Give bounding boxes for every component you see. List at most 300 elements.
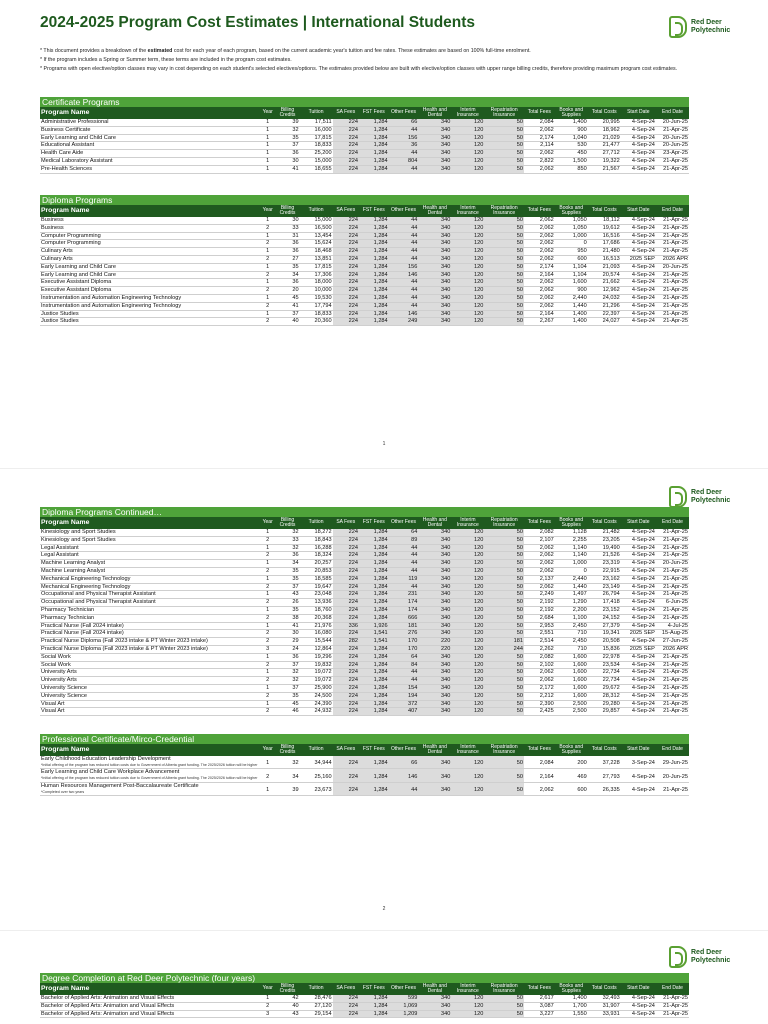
table-cell: 4-Sep-24 bbox=[621, 529, 656, 536]
table-row bbox=[40, 310, 689, 318]
table-cell: 41 bbox=[275, 165, 299, 173]
table-cell: 220 bbox=[418, 638, 451, 646]
table-cell: 340 bbox=[418, 583, 451, 591]
table-row bbox=[40, 287, 689, 295]
table-cell: 1,050 bbox=[555, 224, 588, 232]
table-cell: Occupational and Physical Therapist Assistant bbox=[40, 591, 260, 599]
table-cell: Computer Programming bbox=[40, 240, 260, 248]
table-cell: 20,257 bbox=[300, 560, 333, 568]
table-cell: 276 bbox=[389, 630, 419, 638]
table-cell: 120 bbox=[451, 248, 484, 256]
table-cell: 32 bbox=[275, 756, 299, 769]
table-cell: 224 bbox=[333, 318, 359, 326]
table-cell: 340 bbox=[418, 217, 451, 224]
table-cell: 600 bbox=[555, 782, 588, 795]
table-cell: 1 bbox=[260, 165, 275, 173]
table-cell: 1 bbox=[260, 150, 275, 158]
table-cell: 21-Apr-25 bbox=[656, 614, 689, 622]
table-cell: Visual Art bbox=[40, 700, 260, 708]
table-cell: 21,093 bbox=[588, 263, 621, 271]
column-header: SA Fees bbox=[333, 517, 359, 529]
table-cell: 32 bbox=[275, 544, 299, 552]
table-cell: 50 bbox=[484, 684, 524, 692]
table-cell: 950 bbox=[555, 248, 588, 256]
table-cell: 28,476 bbox=[300, 995, 333, 1002]
table-cell: 4-Sep-24 bbox=[621, 287, 656, 295]
table-cell: 23-Apr-25 bbox=[656, 150, 689, 158]
table-cell: 1,284 bbox=[359, 126, 389, 134]
table-cell: 120 bbox=[451, 575, 484, 583]
table-cell: 16,288 bbox=[300, 544, 333, 552]
table-cell: 170 bbox=[389, 645, 419, 653]
table-cell: 120 bbox=[451, 240, 484, 248]
table-header-row bbox=[40, 205, 689, 217]
table-cell: 4-Sep-24 bbox=[621, 575, 656, 583]
table-cell: 20,508 bbox=[588, 638, 621, 646]
table-cell: 340 bbox=[418, 119, 451, 126]
table-cell: 1,000 bbox=[555, 560, 588, 568]
table-cell: 2,425 bbox=[524, 708, 555, 716]
table-cell: 35 bbox=[275, 567, 299, 575]
cost-table bbox=[40, 744, 689, 796]
table-cell: 42 bbox=[275, 995, 299, 1002]
table-cell: University Science bbox=[40, 684, 260, 692]
table-cell: 120 bbox=[451, 599, 484, 607]
table-cell: 1 bbox=[260, 263, 275, 271]
table-cell: 19,530 bbox=[300, 294, 333, 302]
table-cell: 450 bbox=[555, 150, 588, 158]
table-cell: 4-Sep-24 bbox=[621, 661, 656, 669]
table-cell: 2,062 bbox=[524, 287, 555, 295]
table-cell: 340 bbox=[418, 1010, 451, 1018]
table-cell: 6-Jun-25 bbox=[656, 599, 689, 607]
table-cell: 1 bbox=[260, 606, 275, 614]
table-row bbox=[40, 583, 689, 591]
table-cell: 34 bbox=[275, 769, 299, 782]
column-header: SA Fees bbox=[333, 744, 359, 756]
table-row bbox=[40, 692, 689, 700]
table-cell: 24,152 bbox=[588, 614, 621, 622]
table-cell: 37 bbox=[275, 142, 299, 150]
table-cell: 89 bbox=[389, 536, 419, 544]
table-cell: 44 bbox=[389, 287, 419, 295]
table-cell: 2 bbox=[260, 614, 275, 622]
table-cell: 50 bbox=[484, 240, 524, 248]
table-cell: 340 bbox=[418, 294, 451, 302]
table-cell: 2,107 bbox=[524, 536, 555, 544]
table-cell: 120 bbox=[451, 150, 484, 158]
table-row bbox=[40, 645, 689, 653]
table-cell: 2,174 bbox=[524, 134, 555, 142]
table-cell: 2,822 bbox=[524, 157, 555, 165]
table-cell: 2,062 bbox=[524, 669, 555, 677]
table-cell: 340 bbox=[418, 622, 451, 630]
table-cell: 13,936 bbox=[300, 599, 333, 607]
column-header: Total Costs bbox=[588, 744, 621, 756]
table-cell: 20,574 bbox=[588, 271, 621, 279]
table-row bbox=[40, 150, 689, 158]
table-cell: 50 bbox=[484, 536, 524, 544]
table-cell: 224 bbox=[333, 756, 359, 769]
table-cell: 45 bbox=[275, 700, 299, 708]
table-cell: 340 bbox=[418, 150, 451, 158]
table-row bbox=[40, 544, 689, 552]
table-cell: 4-Sep-24 bbox=[621, 294, 656, 302]
page-separator bbox=[0, 468, 768, 469]
table-cell: 17,686 bbox=[588, 240, 621, 248]
table-cell: 2,164 bbox=[524, 310, 555, 318]
table-cell: 17,794 bbox=[300, 302, 333, 310]
table-cell: 1,284 bbox=[359, 560, 389, 568]
table-cell: 33 bbox=[275, 536, 299, 544]
table-cell: 2,192 bbox=[524, 599, 555, 607]
table-cell: 44 bbox=[389, 669, 419, 677]
table-cell: 120 bbox=[451, 134, 484, 142]
column-header: Other Fees bbox=[389, 744, 419, 756]
table-cell: 18,655 bbox=[300, 165, 333, 173]
table-cell: 224 bbox=[333, 302, 359, 310]
column-header: Books and Supplies bbox=[555, 107, 588, 119]
table-cell: 15,000 bbox=[300, 217, 333, 224]
table-cell: 24 bbox=[275, 645, 299, 653]
table-cell: 224 bbox=[333, 782, 359, 795]
table-cell: 21-Apr-25 bbox=[656, 591, 689, 599]
table-cell: 2,062 bbox=[524, 232, 555, 240]
table-cell: Mechanical Engineering Technology bbox=[40, 583, 260, 591]
table-cell: 4-Sep-24 bbox=[621, 782, 656, 795]
table-cell: 20,368 bbox=[300, 614, 333, 622]
table-cell: 1,284 bbox=[359, 1010, 389, 1018]
table-cell: 340 bbox=[418, 692, 451, 700]
table-cell: 29,672 bbox=[588, 684, 621, 692]
table-cell: 22,978 bbox=[588, 653, 621, 661]
table-cell: 50 bbox=[484, 769, 524, 782]
table-cell: 50 bbox=[484, 692, 524, 700]
document-title: 2024-2025 Program Cost Estimates | International Students bbox=[40, 14, 476, 31]
table-cell: 4-Sep-24 bbox=[621, 622, 656, 630]
table-cell: 2,212 bbox=[524, 692, 555, 700]
table-cell: 44 bbox=[389, 150, 419, 158]
table-cell: 50 bbox=[484, 622, 524, 630]
table-cell: 340 bbox=[418, 599, 451, 607]
table-cell: 2,062 bbox=[524, 294, 555, 302]
table-cell: 2 bbox=[260, 599, 275, 607]
table-cell: 224 bbox=[333, 700, 359, 708]
table-cell: 120 bbox=[451, 684, 484, 692]
table-cell: 340 bbox=[418, 536, 451, 544]
table-cell: 340 bbox=[418, 708, 451, 716]
table-cell: 21-Apr-25 bbox=[656, 248, 689, 256]
table-cell: 1,541 bbox=[359, 638, 389, 646]
column-header: Program Name bbox=[40, 517, 260, 529]
table-cell: 4-Sep-24 bbox=[621, 240, 656, 248]
table-cell: 50 bbox=[484, 544, 524, 552]
table-cell: 1,284 bbox=[359, 1002, 389, 1010]
table-cell: 1 bbox=[260, 544, 275, 552]
column-header: Tuition bbox=[300, 983, 333, 995]
table-cell: 21,482 bbox=[588, 529, 621, 536]
table-cell: 4-Sep-24 bbox=[621, 271, 656, 279]
table-cell: 50 bbox=[484, 567, 524, 575]
table-cell: 32,493 bbox=[588, 995, 621, 1002]
column-header: Program Name bbox=[40, 744, 260, 756]
column-header: Health and Dental bbox=[418, 205, 451, 217]
table-cell: Executive Assistant Diploma bbox=[40, 287, 260, 295]
table-cell: 2,062 bbox=[524, 248, 555, 256]
table-cell: Bachelor of Applied Arts: Animation and Visual Effects bbox=[40, 1002, 260, 1010]
column-header: Billing Credits bbox=[275, 205, 299, 217]
table-cell: 2,249 bbox=[524, 591, 555, 599]
column-header: End Date bbox=[656, 107, 689, 119]
column-header: FST Fees bbox=[359, 205, 389, 217]
table-cell: Business bbox=[40, 217, 260, 224]
table-cell: 2,062 bbox=[524, 677, 555, 685]
table-cell: 2,267 bbox=[524, 318, 555, 326]
table-cell: 35 bbox=[275, 263, 299, 271]
table-cell: 2025 SEP bbox=[621, 630, 656, 638]
column-header: Program Name bbox=[40, 983, 260, 995]
program-note: *Completed over two years bbox=[41, 789, 85, 794]
table-cell: 4-Sep-24 bbox=[621, 552, 656, 560]
table-row bbox=[40, 157, 689, 165]
table-cell: 224 bbox=[333, 684, 359, 692]
table-cell: 50 bbox=[484, 302, 524, 310]
table-cell: 1,284 bbox=[359, 782, 389, 795]
section-title: Diploma Programs Continued… bbox=[40, 507, 689, 517]
table-cell: 224 bbox=[333, 279, 359, 287]
table-cell: 120 bbox=[451, 700, 484, 708]
table-cell: 224 bbox=[333, 677, 359, 685]
table-cell: 2,440 bbox=[555, 575, 588, 583]
column-header: Billing Credits bbox=[275, 744, 299, 756]
table-cell: 2 bbox=[260, 661, 275, 669]
table-cell: 120 bbox=[451, 310, 484, 318]
table-cell: 15,836 bbox=[588, 645, 621, 653]
table-row bbox=[40, 591, 689, 599]
table-cell: 4-Sep-24 bbox=[621, 1002, 656, 1010]
table-cell: 1,400 bbox=[555, 995, 588, 1002]
table-cell: 2,084 bbox=[524, 756, 555, 769]
column-header: Repatriation Insurance bbox=[484, 744, 524, 756]
table-cell: 224 bbox=[333, 552, 359, 560]
table-cell: 1,284 bbox=[359, 248, 389, 256]
table-cell: 224 bbox=[333, 255, 359, 263]
table-cell: 194 bbox=[389, 692, 419, 700]
table-cell: 21-Apr-25 bbox=[656, 567, 689, 575]
table-cell: 249 bbox=[389, 318, 419, 326]
table-cell: 2,082 bbox=[524, 529, 555, 536]
table-cell: 40 bbox=[275, 318, 299, 326]
table-row bbox=[40, 1002, 689, 1010]
column-header: Billing Credits bbox=[275, 107, 299, 119]
table-cell: 224 bbox=[333, 560, 359, 568]
table-cell: 340 bbox=[418, 769, 451, 782]
column-header: Other Fees bbox=[389, 517, 419, 529]
table-cell: Occupational and Physical Therapist Assistant bbox=[40, 599, 260, 607]
table-cell: 2,514 bbox=[524, 638, 555, 646]
table-cell: 30 bbox=[275, 157, 299, 165]
table-cell: 224 bbox=[333, 263, 359, 271]
table-cell: 181 bbox=[484, 638, 524, 646]
table-cell: 120 bbox=[451, 294, 484, 302]
table-cell: 1 bbox=[260, 684, 275, 692]
table-cell: 224 bbox=[333, 232, 359, 240]
table-cell: 1,284 bbox=[359, 708, 389, 716]
table-cell: 340 bbox=[418, 567, 451, 575]
table-cell: Business Certificate bbox=[40, 126, 260, 134]
cost-table bbox=[40, 983, 689, 1018]
table-cell: 4-Sep-24 bbox=[621, 653, 656, 661]
table-cell: 120 bbox=[451, 302, 484, 310]
table-cell: 21-Apr-25 bbox=[656, 302, 689, 310]
table-cell: 340 bbox=[418, 552, 451, 560]
table-cell: Machine Learning Analyst bbox=[40, 567, 260, 575]
table-cell: 21-Apr-25 bbox=[656, 692, 689, 700]
program-note: *Initial offering of the program has reduced tuition costs due to Government of Alberta grant funding. The 2025/2026 tuition will be higher bbox=[41, 763, 258, 767]
table-cell: 21,567 bbox=[588, 165, 621, 173]
table-cell: 21-Apr-25 bbox=[656, 279, 689, 287]
table-cell: 21-Apr-25 bbox=[656, 1002, 689, 1010]
table-cell: 900 bbox=[555, 126, 588, 134]
column-header: Tuition bbox=[300, 744, 333, 756]
table-cell: 224 bbox=[333, 669, 359, 677]
column-header: Program Name bbox=[40, 107, 260, 119]
table-cell: 4-Sep-24 bbox=[621, 677, 656, 685]
table-header-row bbox=[40, 983, 689, 995]
column-header: Repatriation Insurance bbox=[484, 107, 524, 119]
table-row bbox=[40, 661, 689, 669]
table-cell: 3-Sep-24 bbox=[621, 756, 656, 769]
column-header: Interim Insurance bbox=[451, 517, 484, 529]
table-cell: 38 bbox=[275, 614, 299, 622]
table-cell: 2025 SEP bbox=[621, 255, 656, 263]
table-row bbox=[40, 669, 689, 677]
table-cell: 21-Apr-25 bbox=[656, 529, 689, 536]
table-cell: 2 bbox=[260, 240, 275, 248]
table-cell: 666 bbox=[389, 614, 419, 622]
table-cell: 2,200 bbox=[555, 606, 588, 614]
table-cell: 21-Apr-25 bbox=[656, 165, 689, 173]
table-cell: 1 bbox=[260, 119, 275, 126]
table-cell: 50 bbox=[484, 529, 524, 536]
column-header: Year bbox=[260, 983, 275, 995]
table-cell: 2,062 bbox=[524, 165, 555, 173]
table-cell: 15,624 bbox=[300, 240, 333, 248]
logo: Red Deer Polytechnic bbox=[669, 16, 730, 38]
table-cell bbox=[40, 782, 260, 795]
table-cell: 1,140 bbox=[555, 552, 588, 560]
table-cell: 64 bbox=[389, 653, 419, 661]
table-cell: 224 bbox=[333, 217, 359, 224]
table-cell: 120 bbox=[451, 165, 484, 173]
table-cell: 1,284 bbox=[359, 536, 389, 544]
table-cell: 27 bbox=[275, 255, 299, 263]
table-cell: 2,172 bbox=[524, 684, 555, 692]
table-cell: 4-Sep-24 bbox=[621, 583, 656, 591]
table-cell: 1,500 bbox=[555, 157, 588, 165]
table-cell: 2 bbox=[260, 638, 275, 646]
logo-icon bbox=[669, 946, 687, 968]
table-cell: Instrumentation and Automation Engineering Technology bbox=[40, 294, 260, 302]
table-cell: 32 bbox=[275, 677, 299, 685]
table-cell: 2,953 bbox=[524, 622, 555, 630]
table-cell: 21-Apr-25 bbox=[656, 677, 689, 685]
table-cell: 3 bbox=[260, 645, 275, 653]
column-header: SA Fees bbox=[333, 983, 359, 995]
table-cell: 50 bbox=[484, 287, 524, 295]
table-cell: 40 bbox=[275, 1002, 299, 1010]
table-cell: 1 bbox=[260, 217, 275, 224]
table-cell: 340 bbox=[418, 248, 451, 256]
table-cell: 244 bbox=[484, 645, 524, 653]
table-cell: 44 bbox=[389, 232, 419, 240]
table-cell: 599 bbox=[389, 995, 419, 1002]
table-cell: 1 bbox=[260, 157, 275, 165]
table-cell: 50 bbox=[484, 217, 524, 224]
table-cell: 120 bbox=[451, 567, 484, 575]
table-cell: 469 bbox=[555, 769, 588, 782]
table-cell: 21-Apr-25 bbox=[656, 661, 689, 669]
table-cell: 17,815 bbox=[300, 263, 333, 271]
table-cell: 21-Apr-25 bbox=[656, 708, 689, 716]
table-cell: 1,284 bbox=[359, 677, 389, 685]
table-cell: 27,793 bbox=[588, 769, 621, 782]
table-cell: 1,440 bbox=[555, 583, 588, 591]
column-header: Tuition bbox=[300, 517, 333, 529]
table-cell: 3,087 bbox=[524, 1002, 555, 1010]
table-cell: 224 bbox=[333, 769, 359, 782]
table-cell: 231 bbox=[389, 591, 419, 599]
table-cell: Kinesiology and Sport Studies bbox=[40, 536, 260, 544]
table-cell: 154 bbox=[389, 684, 419, 692]
table-cell: 2,164 bbox=[524, 769, 555, 782]
table-cell: 4-Sep-24 bbox=[621, 248, 656, 256]
table-cell: 2 bbox=[260, 708, 275, 716]
table-cell: 19,322 bbox=[588, 157, 621, 165]
table-cell: 1 bbox=[260, 756, 275, 769]
table-cell: 19,832 bbox=[300, 661, 333, 669]
table-cell: 1,209 bbox=[389, 1010, 419, 1018]
table-row bbox=[40, 536, 689, 544]
table-cell: 19,490 bbox=[588, 544, 621, 552]
table-cell: 1,284 bbox=[359, 271, 389, 279]
table-cell: Practical Nurse Diploma (Fall 2023 intake & PT Winter 2023 intake) bbox=[40, 638, 260, 646]
table-cell: 24,390 bbox=[300, 700, 333, 708]
table-cell: 120 bbox=[451, 255, 484, 263]
column-header: End Date bbox=[656, 517, 689, 529]
table-cell: 15,544 bbox=[300, 638, 333, 646]
table-cell: 29,280 bbox=[588, 700, 621, 708]
table-cell: 17,511 bbox=[300, 119, 333, 126]
table-cell: 4-Sep-24 bbox=[621, 157, 656, 165]
table-cell: 23,205 bbox=[588, 536, 621, 544]
table-row bbox=[40, 126, 689, 134]
table-cell: 43 bbox=[275, 591, 299, 599]
table-cell: 19,296 bbox=[300, 653, 333, 661]
table-cell: 120 bbox=[451, 544, 484, 552]
table-cell: 1,284 bbox=[359, 599, 389, 607]
table-cell: 44 bbox=[389, 279, 419, 287]
table-cell: 27,379 bbox=[588, 622, 621, 630]
table-cell: 120 bbox=[451, 708, 484, 716]
table-cell: 224 bbox=[333, 583, 359, 591]
table-cell: 120 bbox=[451, 126, 484, 134]
logo-icon bbox=[669, 16, 687, 38]
table-cell: 120 bbox=[451, 653, 484, 661]
table-cell: 21-Apr-25 bbox=[656, 232, 689, 240]
table-cell: 44 bbox=[389, 248, 419, 256]
table-cell: 2,102 bbox=[524, 661, 555, 669]
